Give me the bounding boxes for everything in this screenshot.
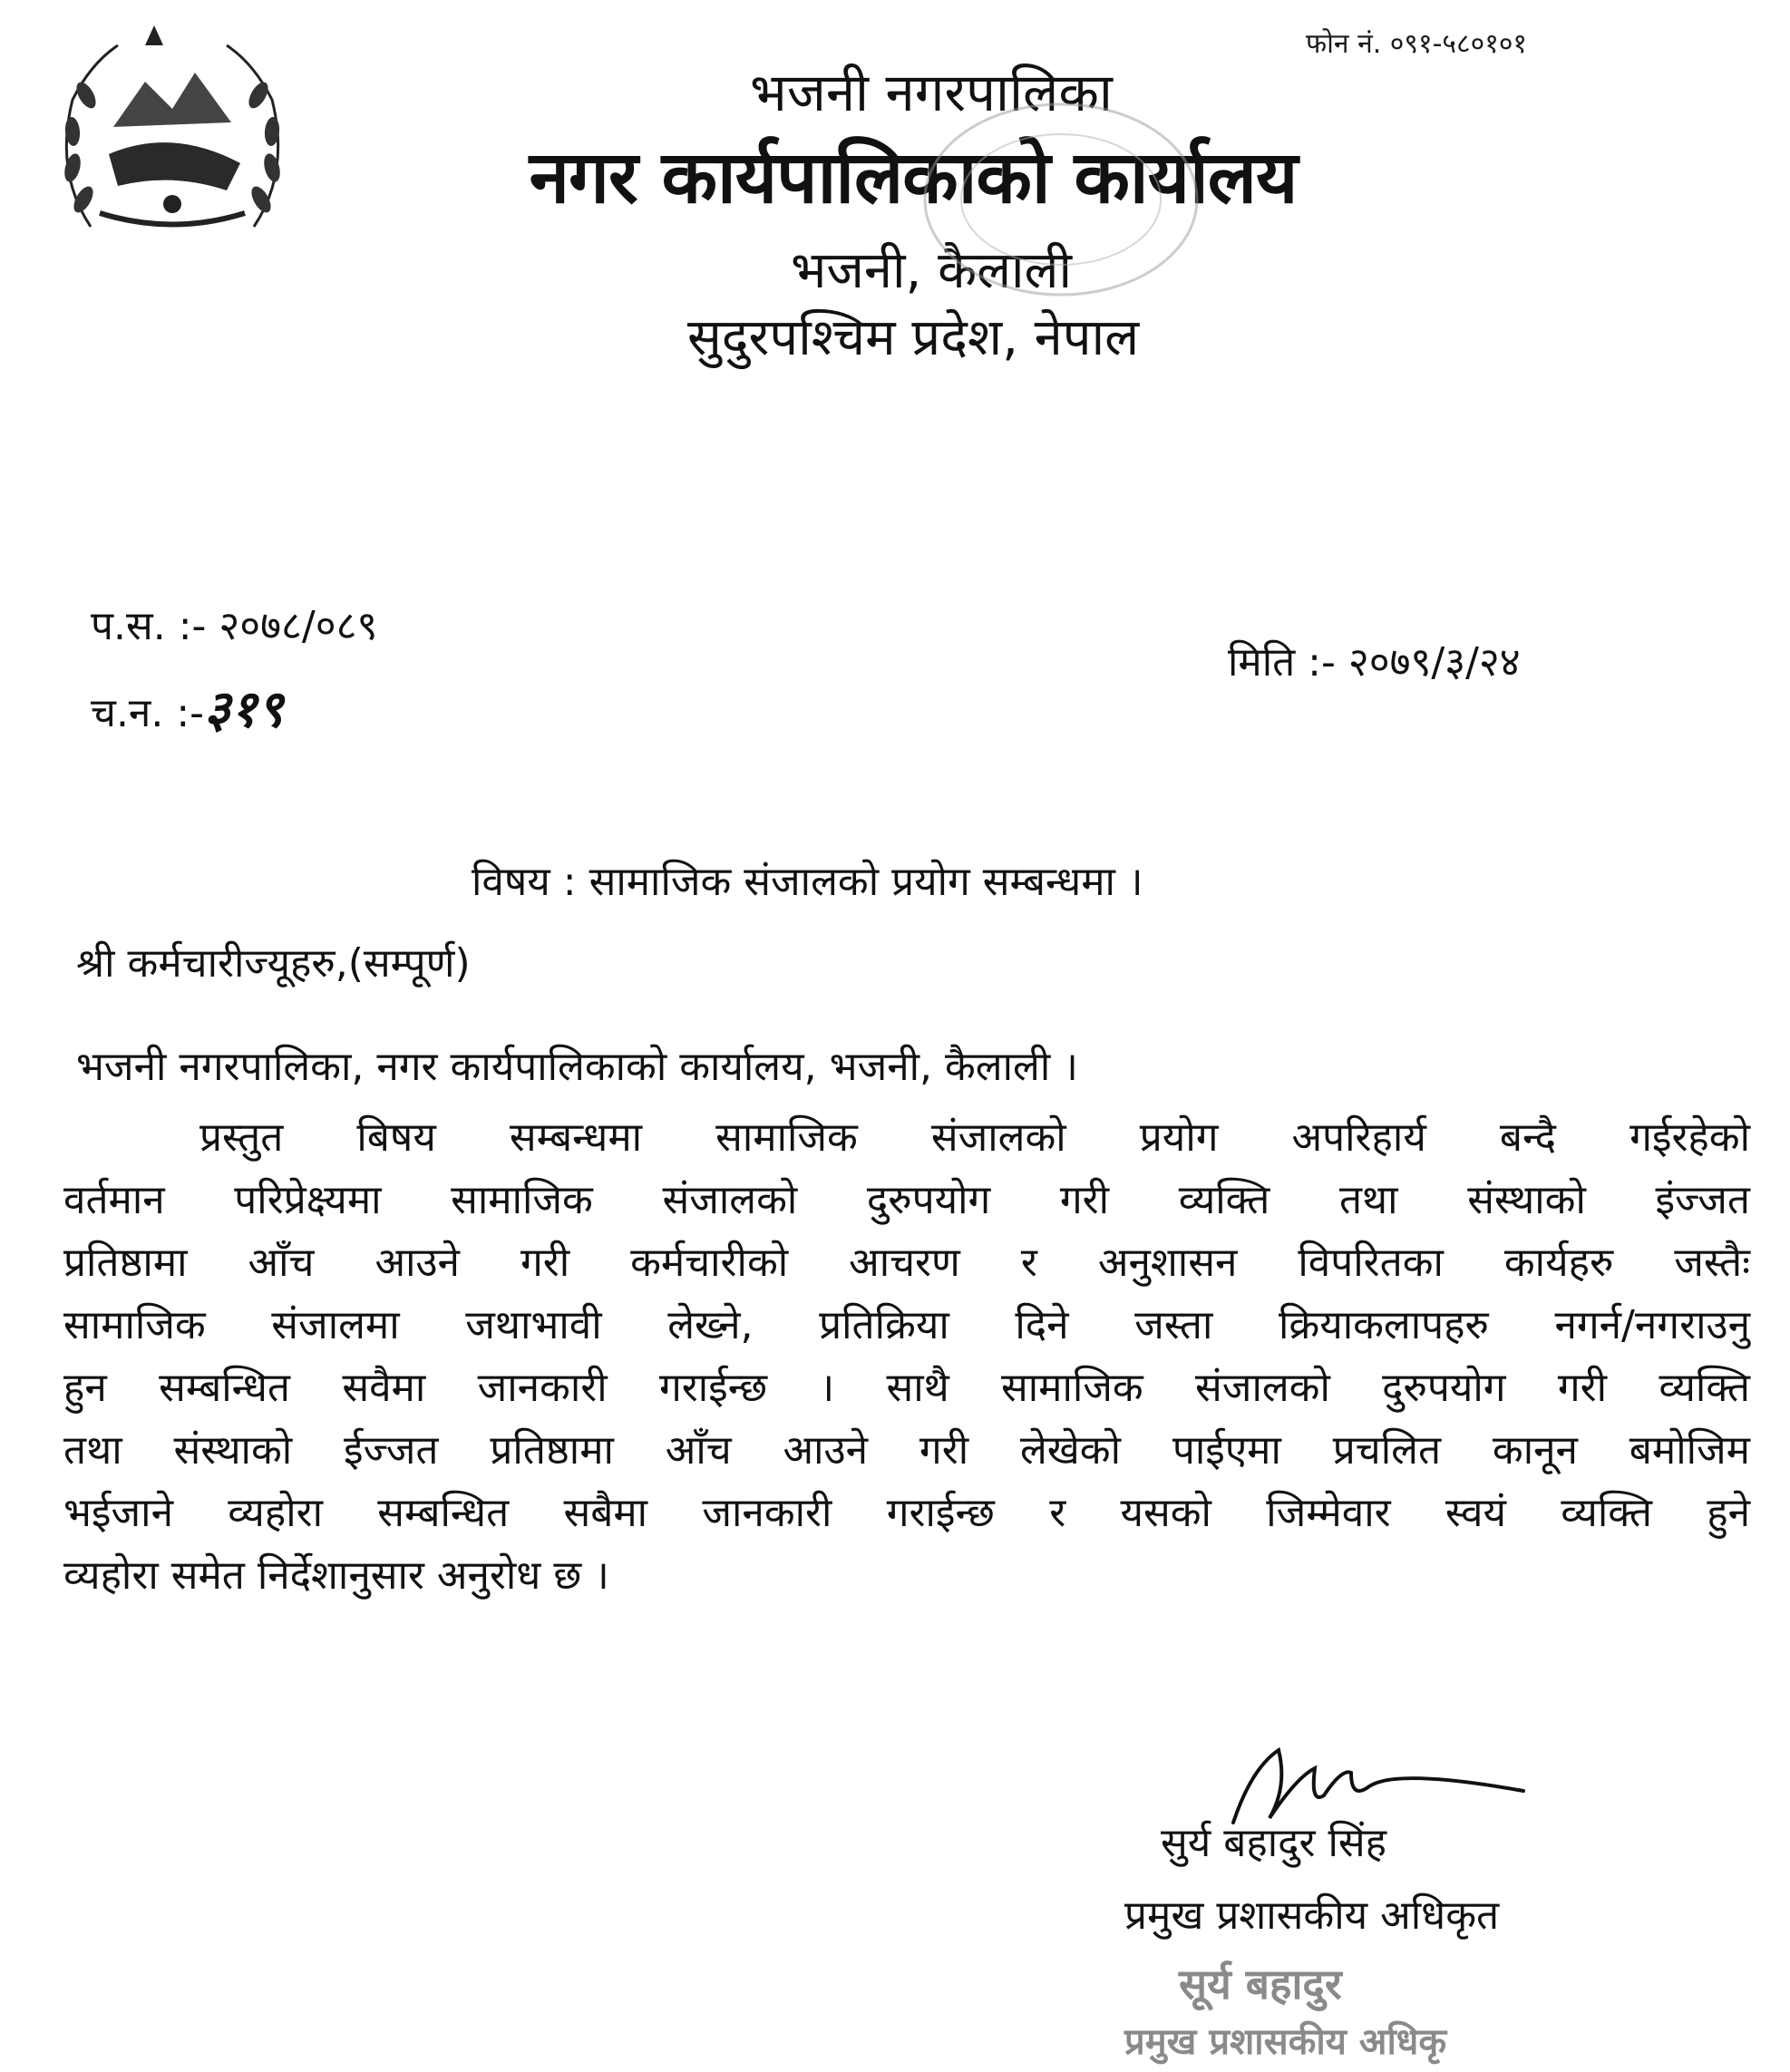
subject-line: विषय : सामाजिक संजालको प्रयोग सम्बन्धमा । [472,859,1143,905]
body-line: सामाजिक संजालमा जथाभावी लेख्ने, प्रतिक्रिया दिने जस्ता क्रियाकलापहरु नगर्न/नगराउनु [63,1302,1750,1348]
letter-date: मिति :- २०७९/३/२४ [1228,639,1521,686]
body-line: वर्तमान परिप्रेक्ष्यमा सामाजिक संजालको दुरुपयोग गरी व्यक्ति तथा संस्थाको इंज्जत [63,1177,1750,1223]
patra-sankhya: प.स. :- २०७८/०८९ [91,603,378,649]
body-line: भईजाने व्यहोरा सम्बन्धित सबैमा जानकारी गराईन्छ र यसको जिम्मेवार स्वयं व्यक्ति हुने [63,1490,1750,1536]
chalani-label: च.न. :- [91,690,205,736]
phone-number: फोन नं. ०९१-५८०१०१ [1306,28,1528,60]
office-location: भजनी, कैलाली [790,241,1073,300]
office-name: नगर कार्यपालिकाको कार्यालय [529,135,1298,219]
chalani-number-line [91,673,283,742]
stamp-title: प्रमुख प्रशासकीय अधिकृ [1124,2021,1447,2063]
signatory-name: सुर्य बहादुर सिंह [1161,1820,1386,1866]
office-stamp-icon [907,91,1215,308]
signatory-title: प्रमुख प्रशासकीय अधिकृत [1124,1892,1500,1939]
addressee-office: भजनी नगरपालिका, नगर कार्यपालिकाको कार्यालय, भजनी, कैलाली । [76,1044,1078,1090]
chalani-number: ३१९ [204,679,284,739]
body-line: तथा संस्थाको ईज्जत प्रतिष्ठामा आँच आउने गरी लेखेको पाईएमा प्रचलित कानून बमोजिम [63,1427,1750,1474]
stamp-name: सूर्य बहादुर [1179,1960,1342,2009]
body-line: हुन सम्बन्धित सवैमा जानकारी गराईन्छ । साथै सामाजिक संजालको दुरुपयोग गरी व्यक्ति [63,1365,1750,1411]
municipality-name: भजनी नगरपालिका [750,62,1113,123]
body-line: व्यहोरा समेत निर्देशानुसार अनुरोध छ । [63,1552,609,1599]
province-country: सुदुरपश्चिम प्रदेश, नेपाल [686,308,1140,367]
body-line: प्रतिष्ठामा आँच आउने गरी कर्मचारीको आचरण र अनुशासन विपरितका कार्यहरु जस्तैः [63,1240,1750,1286]
letter-body [63,1106,1750,1607]
body-line: प्रस्तुत बिषय सम्बन्धमा सामाजिक संजालको प्रयोग अपरिहार्य बन्दै गईरहेको [199,1114,1750,1161]
addressee: श्री कर्मचारीज्यूहरु,(सम्पूर्ण) [76,940,471,987]
